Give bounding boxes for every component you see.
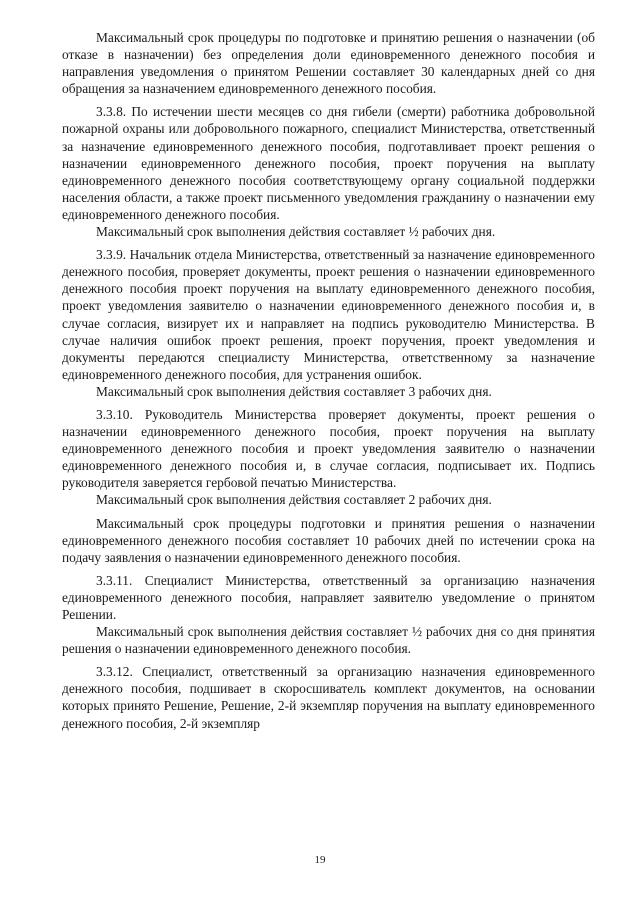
paragraph-3-3-11: 3.3.11. Специалист Министерства, ответственный за организацию назначения единовременного денежного пособия, направляет заявителю уведомление о принятом Решении. bbox=[62, 572, 595, 622]
paragraph-max-term-10-days: Максимальный срок процедуры подготовки и принятия решения о назначении единовременного денежного пособия составляет 10 рабочих дней по истечении срока на подачу заявления о назначении единовременного денежного пособия. bbox=[62, 515, 595, 565]
paragraph-term-2-days: Максимальный срок выполнения действия составляет 2 рабочих дня. bbox=[96, 492, 492, 508]
paragraph-3-3-12: 3.3.12. Специалист, ответственный за организацию назначения единовременного денежного пособия, подшивает в скоросшиватель комплект документов, на основании которых принято Решение, Решение, 2-й экземпляр поручения на выплату единовременного денежного пособия, 2-й экземпляр bbox=[62, 664, 595, 731]
paragraph-3-3-10: 3.3.10. Руководитель Министерства проверяет документы, проект решения о назначении единовременного денежного пособия, проект поручения на выплату единовременного денежного пособия и проект уведомления заявителю о назначении единовременного денежного пособия и, в случае согласия, подписывает их. Подпись руководителя заверяется гербовой печатью Министерства. bbox=[62, 406, 595, 491]
document-body bbox=[62, 29, 595, 732]
paragraph-max-term-30-days: Максимальный срок процедуры по подготовке и принятию решения о назначении (об отказе в назначении) без определения доли единовременного денежного пособия и направления уведомления о принятом Решении составляет 30 календарных дней со дня обращения за назначением единовременного денежного пособия. bbox=[62, 30, 595, 97]
paragraph-term-half-day: Максимальный срок выполнения действия составляет ½ рабочих дня. bbox=[96, 224, 496, 240]
paragraph-3-3-8: 3.3.8. По истечении шести месяцев со дня гибели (смерти) работника добровольной пожарной охраны или добровольного пожарного, специалист Министерства, ответственный за назначение единовременного денежного пособия, подготавливает проект решения о назначении единовременного денежного пособия, проект поручения на выплату единовременного денежного пособия соответствующему органу социальной поддержки населения области, а также проект письменного уведомления гражданину о назначении ему единовременного денежного пособия. bbox=[62, 104, 595, 222]
paragraph-term-3-days: Максимальный срок выполнения действия составляет 3 рабочих дня. bbox=[96, 383, 492, 399]
paragraph-term-half-day-notice: Максимальный срок выполнения действия составляет ½ рабочих дня со дня принятия решения о назначении единовременного денежного пособия. bbox=[62, 624, 595, 657]
paragraph-3-3-9: 3.3.9. Начальник отдела Министерства, ответственный за назначение единовременного денежного пособия, проверяет документы, проект решения о назначении единовременного денежного пособия проект поручения на выплату единовременного денежного пособия, проект уведомления заявителю о назначении единовременного денежного пособия и, в случае согласия, визирует их и направляет на подпись руководителю Министерства. В случае наличия ошибок проект решения, проект поручения, проект уведомления и документы передаются специалисту Министерства, ответственному за назначение единовременного денежного пособия, для устранения ошибок. bbox=[62, 247, 595, 382]
page-number: 19 bbox=[314, 854, 326, 866]
